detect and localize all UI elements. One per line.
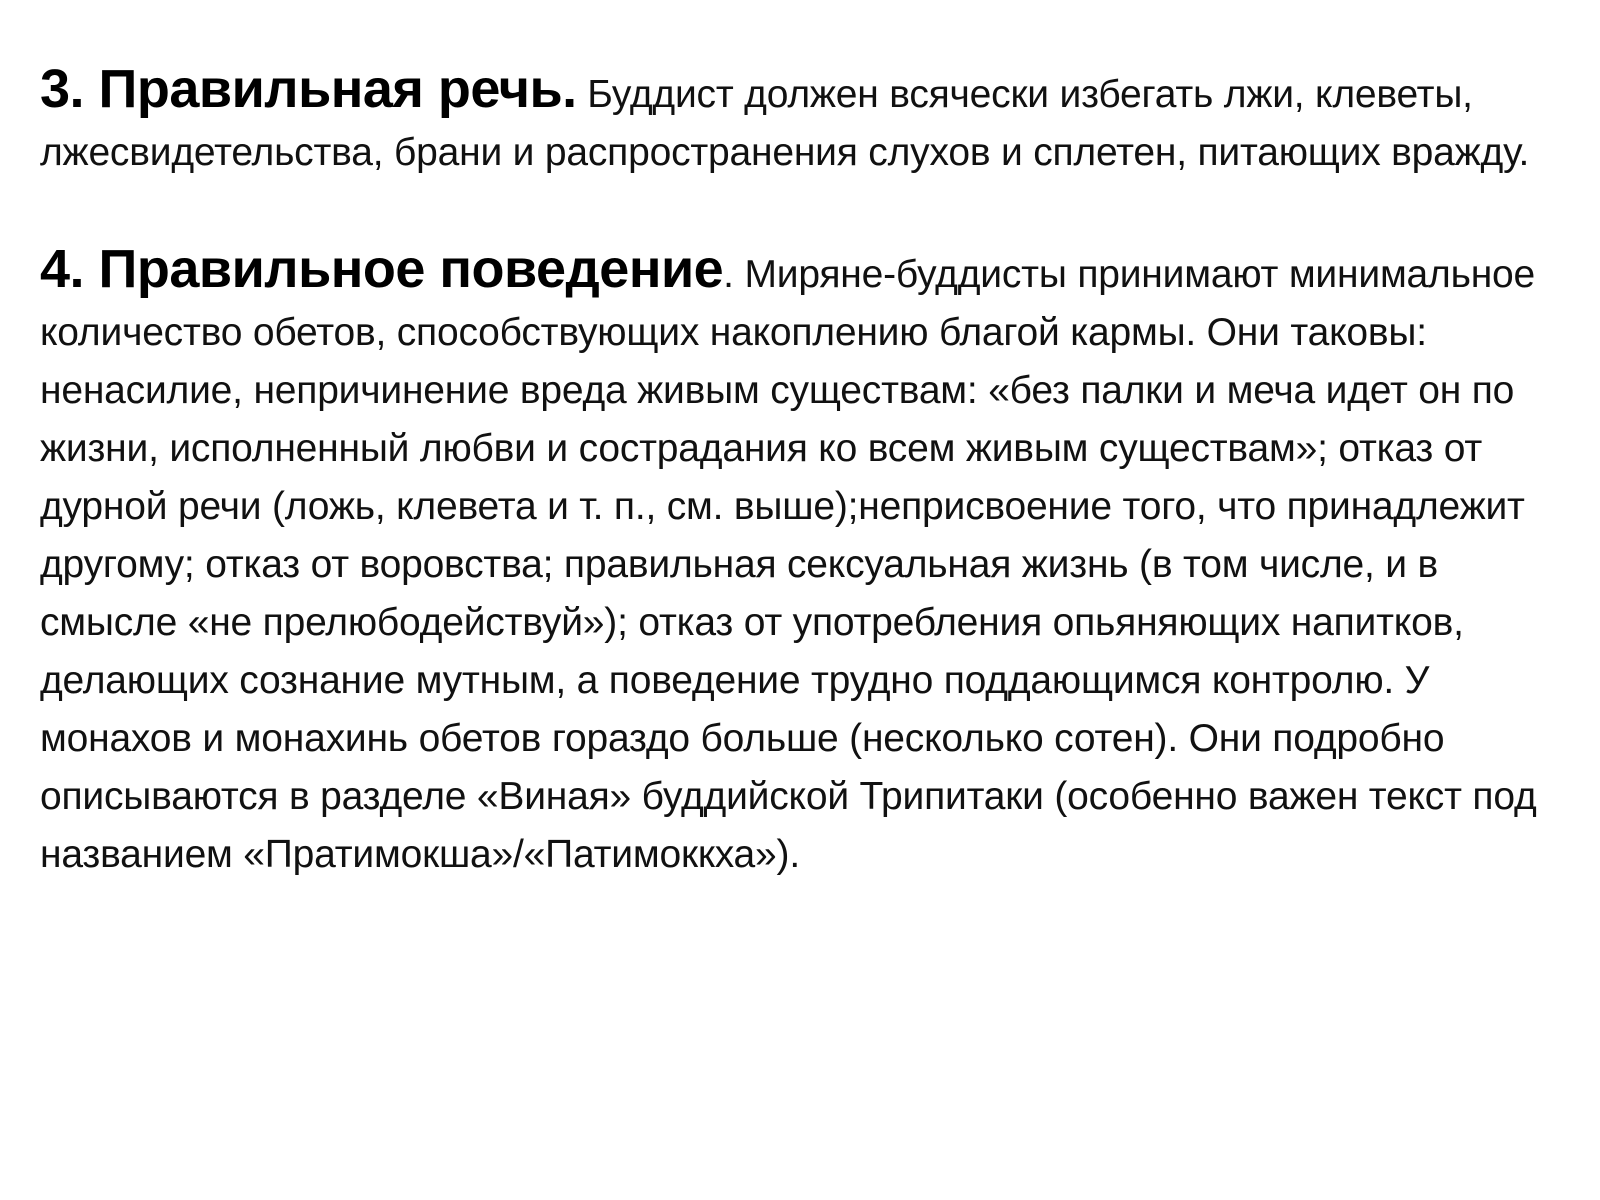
section-right-speech [40, 60, 1570, 182]
section-body: Буддист должен всячески избегать лжи, клеветы, лжесвидетельства, брани и распространения слухов и сплетен, питающих вражду. [40, 73, 1530, 174]
section-heading: 4. Правильное поведение [40, 239, 724, 299]
section-heading: 3. Правильная речь. [40, 59, 577, 119]
section-right-conduct [40, 240, 1570, 884]
section-body: . Миряне-буддисты принимают минимальное количество обетов, способствующих накоплению благой кармы. Они таковы: ненасилие, непричинение вреда живым существам: «без палки и меча идет он по жизни, исполненный любви и сострадания ко всем живым существам»; отказ от дурной речи (ложь, клевета и т. п., см. выше);неприсвоение того, что принадлежит другому; отказ от воровства; правильная сексуальная жизнь (в том числе, и в смысле «не прелюбодействуй»); отказ от употребления опьяняющих напитков, делающих сознание мутным, а поведение трудно поддающимся контролю. У монахов и монахинь обетов гораздо больше (несколько сотен). Они подробно описываются в разделе «Виная» буддийской Трипитаки (особенно важен текст под названием «Пратимокша»/«Патимоккха»). [40, 253, 1537, 876]
slide-content [40, 60, 1570, 884]
